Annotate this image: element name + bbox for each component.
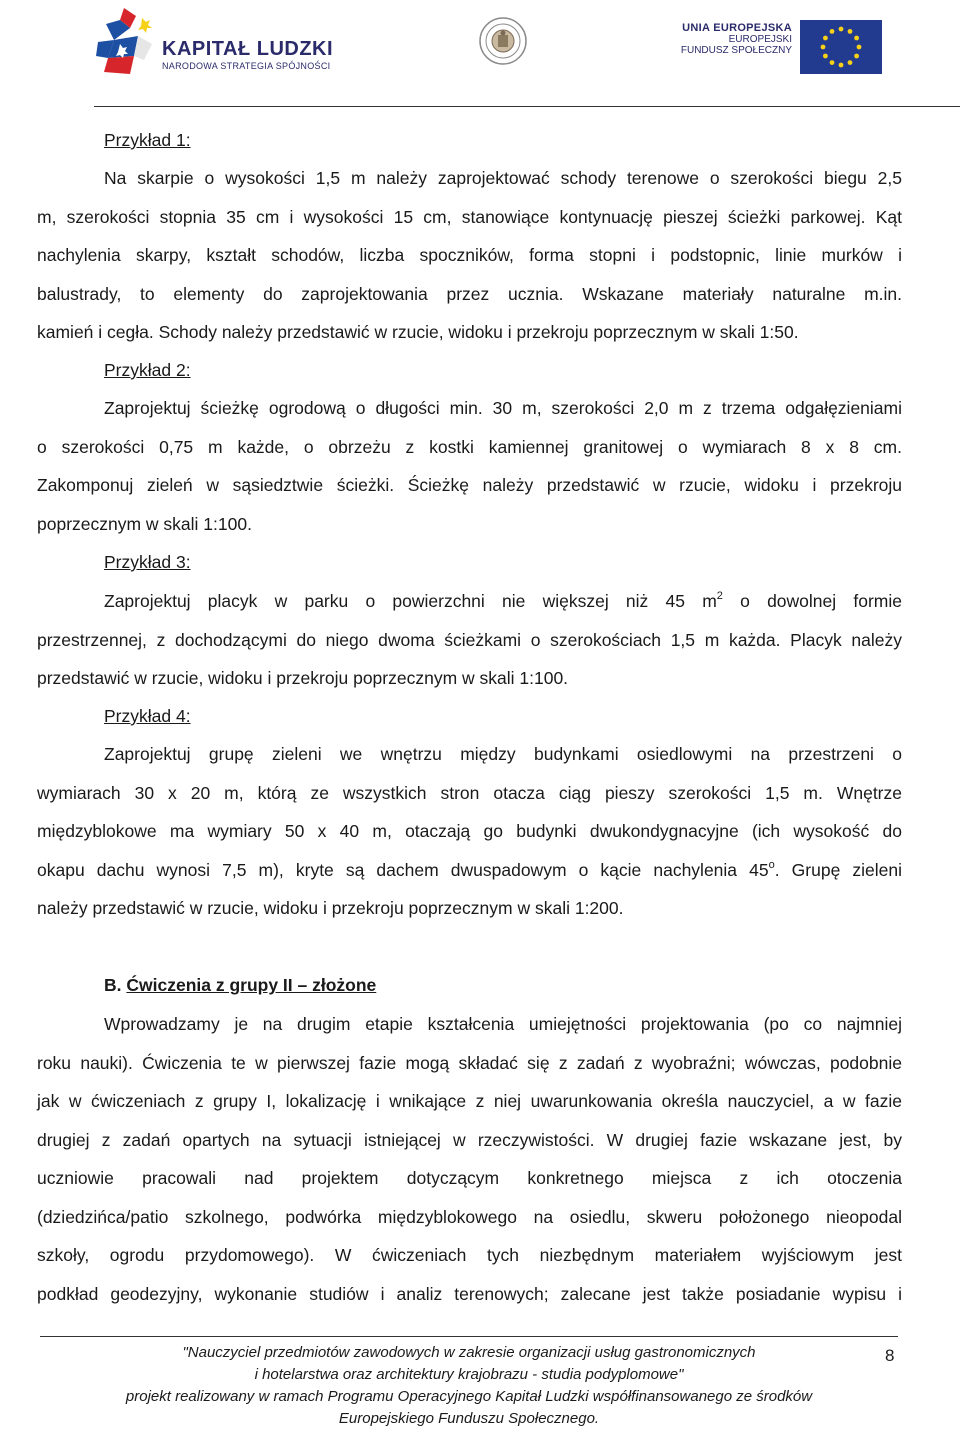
example-3-heading: Przykład 3:	[104, 552, 191, 572]
paragraph-line: drugiej z zadań opartych na sytuacji istniejącej w rzeczywistości. W drugiej fazie wskazane jest, by	[37, 1129, 902, 1150]
paragraph-line: Na skarpie o wysokości 1,5 m należy zaprojektować schody terenowe o szerokości biegu 2,5	[104, 168, 902, 188]
paragraph-line	[37, 851, 902, 890]
eu-logo	[672, 20, 882, 76]
section-b-title: Ćwiczenia z grupy II – złożone	[126, 975, 377, 995]
paragraph-line: Zaprojektuj grupę zieleni we wnętrzu między budynkami osiedlowymi na przestrzeni o	[104, 744, 902, 764]
paragraph-line: podkład geodezyjny, wykonanie studiów i analiz terenowych; zalecane jest także posiadanie wypisu i	[37, 1283, 902, 1304]
section-b-prefix: B.	[104, 975, 127, 995]
paragraph-line: Zaprojektuj ścieżkę ogrodową o długości min. 30 m, szerokości 2,0 m z trzema odgałęzieniami	[104, 398, 902, 418]
page-footer	[40, 1342, 898, 1430]
example-4-paragraph	[37, 735, 902, 928]
example-4-heading: Przykład 4:	[104, 706, 191, 726]
superscript: 2	[716, 590, 723, 602]
paragraph-line: (dziedzińca/patio szkolnego, podwórka międzyblokowego na osiedlu, skweru położonego nieopodal	[37, 1206, 902, 1227]
eu-logo-line3: FUNDUSZ SPOŁECZNY	[680, 45, 792, 56]
paragraph-line: jak w ćwiczeniach z grupy I, lokalizację i wnikające z niej uwarunkowania określa nauczyciel, a w fazie	[37, 1091, 902, 1111]
example-1-paragraph	[37, 159, 902, 352]
eu-logo-text	[681, 22, 792, 56]
paragraph-line: szkoły, ogrodu przydomowego). W ćwiczeniach tych niezbędnym materiałem wyjściowym jest	[37, 1245, 902, 1265]
footer-line: Europejskiego Funduszu Społecznego.	[338, 1410, 600, 1427]
paragraph-text: Zaprojektuj placyk w parku o powierzchni nie większej niż 45 m	[104, 591, 717, 611]
paragraph-line: Zakomponuj zieleń w sąsiedztwie ścieżki. Ścieżkę należy przedstawić w rzucie, widoku i przekroju	[37, 475, 902, 495]
footer-line: projekt realizowany w ramach Programu Operacyjnego Kapitał Ludzki współfinansowanego ze środków	[125, 1388, 813, 1405]
paragraph-text: . Grupę zieleni	[774, 859, 902, 880]
paragraph-line: roku nauki). Ćwiczenia te w pierwszej fazie mogą składać się z zadań z wyobraźni; wówczas, podobnie	[37, 1052, 902, 1073]
example-3-paragraph	[37, 582, 902, 698]
paragraph-text: okapu dachu wynosi 7,5 m), kryte są dachem dwuspadowym o kącie nachylenia 45	[37, 859, 769, 880]
example-1-heading: Przykład 1:	[104, 130, 191, 150]
kapital-ludzki-title: KAPITAŁ LUDZKI	[162, 38, 334, 60]
kapital-ludzki-subtitle: NARODOWA STRATEGIA SPÓJNOŚCI	[162, 61, 331, 71]
eu-logo-line1: UNIA EUROPEJSKA	[682, 22, 792, 34]
paragraph-line: balustrady, to elementy do zaprojektowania przez ucznia. Wskazane materiały naturalne m.in.	[37, 283, 902, 304]
paragraph-line: wymiarach 30 x 20 m, którą ze wszystkich stron otacza ciąg pieszy szerokości 1,5 m. Wnętrze	[37, 782, 902, 803]
section-b-paragraph	[37, 1005, 902, 1313]
footer-line: i hotelarstwa oraz architektury krajobrazu - studia podyplomowe"	[254, 1366, 684, 1383]
paragraph-line: m, szerokości stopnia 35 cm i wysokości 15 cm, stanowiące kontynuację pieszej ścieżki parkowej. Kąt	[37, 206, 902, 227]
page-number: 8	[885, 1346, 895, 1365]
paragraph-line: przedstawić w rzucie, widoku i przekroju poprzecznym w skali 1:100.	[37, 668, 569, 688]
paragraph-line: o szerokości 0,75 m każde, o obrzeżu z kostki kamiennej granitowej o wymiarach 8 x 8 cm.	[37, 436, 902, 457]
paragraph-line	[37, 582, 902, 621]
header-divider	[94, 106, 960, 107]
example-2-paragraph	[37, 389, 902, 543]
paragraph-line: Wprowadzamy je na drugim etapie kształcenia umiejętności projektowania (po co najmniej	[104, 1014, 902, 1034]
page-header	[0, 0, 960, 110]
paragraph-line: międzyblokowe ma wymiary 50 x 40 m, otaczają go budynki dwukondygnacyjne (ich wysokość do	[37, 821, 902, 841]
paragraph-line: przestrzennej, z dochodzącymi do niego dwoma ścieżkami o szerokościach 1,5 m każda. Placyk należy	[37, 629, 902, 650]
eu-logo-line2: EUROPEJSKI	[728, 34, 792, 45]
footer-divider	[40, 1336, 898, 1337]
paragraph-line: poprzecznym w skali 1:100.	[37, 513, 252, 534]
kapital-ludzki-emblem-icon	[94, 6, 156, 78]
university-seal-icon	[478, 16, 528, 66]
paragraph-line: nachylenia skarpy, kształt schodów, liczba spoczników, forma stopni i podstopnic, linie murków i	[37, 245, 902, 265]
example-2-heading: Przykład 2:	[104, 360, 191, 380]
eu-flag-icon	[800, 20, 882, 74]
paragraph-text: o dowolnej formie	[722, 591, 902, 611]
paragraph-line: kamień i cegła. Schody należy przedstawić w rzucie, widoku i przekroju poprzecznym w skali 1:50.	[37, 322, 799, 342]
kapital-ludzki-logo	[94, 6, 354, 78]
superscript: o	[768, 858, 775, 871]
paragraph-line: należy przedstawić w rzucie, widoku i przekroju poprzecznym w skali 1:200.	[37, 898, 624, 918]
footer-line: "Nauczyciel przedmiotów zawodowych w zakresie organizacji usług gastronomicznych	[182, 1344, 756, 1361]
section-b-heading	[104, 966, 376, 1005]
paragraph-line: uczniowie pracowali nad projektem dotyczącym konkretnego miejsca z ich otoczenia	[37, 1168, 902, 1188]
